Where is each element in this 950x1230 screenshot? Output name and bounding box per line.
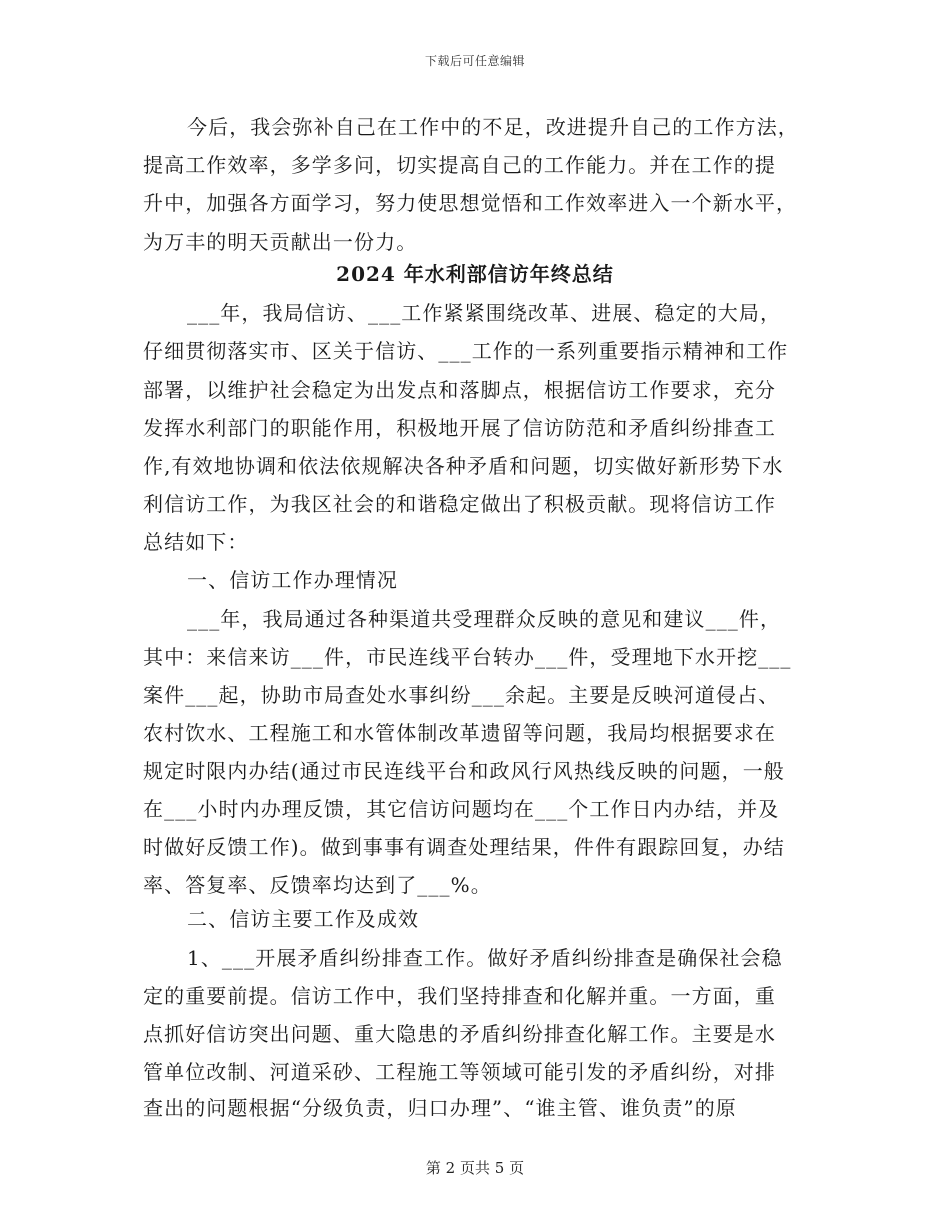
- body-line: 仔细贯彻落实市、区关于信访、___工作的一系列重要指示精神和工作: [143, 339, 789, 363]
- body-line: 管单位改制、河道采砂、工程施工等领域可能引发的矛盾纠纷，对排: [143, 1060, 776, 1084]
- body-line: 总结如下：: [143, 530, 249, 554]
- header-note: 下载后可任意编辑: [424, 54, 525, 68]
- document-title: 2024 年水利部信访年终总结: [336, 262, 614, 286]
- body-line: 农村饮水、工程施工和水管体制改革遗留等问题，我局均根据要求在: [143, 721, 776, 745]
- body-line: 其中：来信来访___件，市民连线平台转办___件，受理地下水开挖___: [143, 645, 792, 669]
- body-line: 规定时限内办结(通过市民连线平台和政风行风热线反映的问题，一般: [143, 759, 785, 783]
- body-line: 率、答复率、反馈率均达到了___%。: [143, 873, 492, 897]
- intro-line: 升中，加强各方面学习，努力使思想觉悟和工作效率进入一个新水平，: [143, 191, 798, 215]
- body-line: 作,有效地协调和依法依规解决各种矛盾和问题，切实做好新形势下水: [143, 454, 784, 478]
- body-line: 案件___起，协助市局查处水事纠纷___余起。主要是反映河道侵占、: [143, 683, 780, 707]
- page-number: 第 2 页共 5 页: [425, 1159, 525, 1177]
- body-line: 一、信访工作办理情况: [187, 568, 398, 592]
- intro-line: 为万丰的明天贡献出一份力。: [143, 230, 418, 254]
- body-line: 在___小时内办理反馈，其它信访问题均在___个工作日内办结，并及: [143, 797, 780, 821]
- intro-line: 今后，我会弥补自己在工作中的不足，改进提升自己的工作方法，: [187, 115, 799, 139]
- intro-line: 提高工作效率，多学多问，切实提高自己的工作能力。并在工作的提: [143, 153, 776, 177]
- body-line: 时做好反馈工作)。做到事事有调查处理结果，件件有跟踪回复，办结: [143, 835, 785, 859]
- body-line: 1、___开展矛盾纠纷排查工作。做好矛盾纠纷排查是确保社会稳: [187, 946, 783, 970]
- body-line: 利信访工作，为我区社会的和谐稳定做出了积极贡献。现将信访工作: [143, 492, 776, 516]
- body-line: ___年，我局信访、___工作紧紧围绕改革、进展、稳定的大局，: [187, 301, 782, 325]
- body-line: ___年，我局通过各种渠道共受理群众反映的意见和建议___件，: [187, 607, 782, 631]
- body-line: 点抓好信访突出问题、重大隐患的矛盾纠纷排查化解工作。主要是水: [143, 1022, 776, 1046]
- body-line: 查出的问题根据“分级负责，归口办理”、“谁主管、谁负责”的原: [143, 1096, 737, 1120]
- body-line: 部署，以维护社会稳定为出发点和落脚点，根据信访工作要求，充分: [143, 378, 776, 402]
- body-line: 发挥水利部门的职能作用，积极地开展了信访防范和矛盾纠纷排查工: [143, 416, 776, 440]
- body-line: 二、信访主要工作及成效: [187, 907, 420, 931]
- body-line: 定的重要前提。信访工作中，我们坚持排查和化解并重。一方面，重: [143, 984, 776, 1008]
